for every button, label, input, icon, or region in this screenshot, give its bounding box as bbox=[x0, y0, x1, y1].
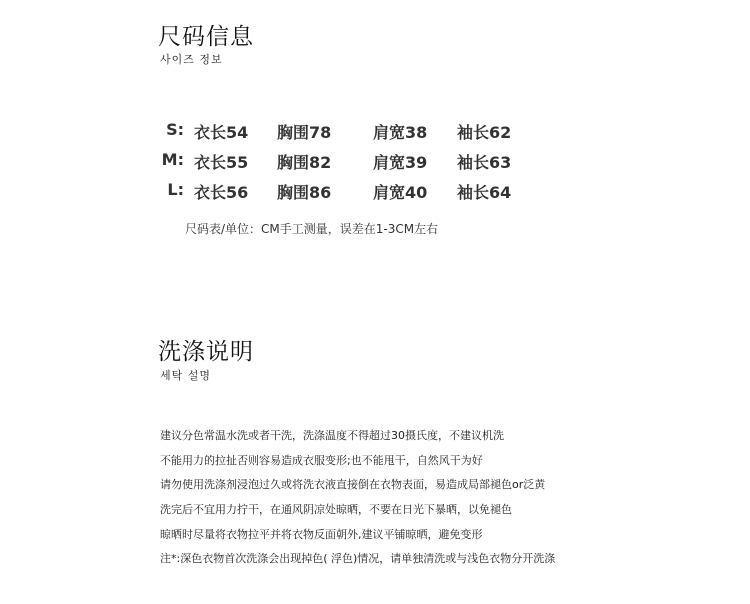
sleeve-value: 袖长62 bbox=[457, 123, 512, 142]
wash-instruction-line: 洗完后不宜用力拧干，在通风阴凉处晾晒，不要在日光下暴晒，以免褪色 bbox=[160, 503, 512, 517]
size-info-subtitle: 사이즈 정보 bbox=[160, 53, 223, 66]
size-row-m bbox=[0, 150, 750, 172]
wash-instructions-list bbox=[160, 429, 555, 577]
wash-instruction-line: 建议分色常温水洗或者干洗，洗涤温度不得超过30摄氏度，不建议机洗 bbox=[160, 429, 504, 442]
sleeve-value: 袖长63 bbox=[457, 153, 512, 172]
wash-instructions-subtitle: 세탁 설명 bbox=[160, 369, 212, 382]
size-info-title: 尺码信息 bbox=[158, 24, 254, 50]
size-label: S: bbox=[166, 120, 184, 139]
chest-value: 胸围82 bbox=[277, 153, 332, 172]
chest-value: 胸围86 bbox=[277, 183, 332, 202]
chest-value: 胸围78 bbox=[277, 123, 332, 142]
wash-instructions-title: 洗涤说明 bbox=[158, 339, 254, 365]
wash-instruction-line: 不能用力的拉扯否则容易造成衣服变形;也不能甩干，自然风干为好 bbox=[160, 453, 483, 467]
size-label: L: bbox=[167, 180, 184, 199]
size-row-s bbox=[0, 120, 750, 142]
size-row-l bbox=[0, 180, 750, 202]
size-note: 尺码表/单位：CM手工测量，误差在1-3CM左右 bbox=[185, 222, 439, 236]
length-value: 衣长56 bbox=[194, 183, 249, 202]
wash-instruction-line: 注*:深色衣物首次洗涤会出现掉色( 浮色)情况，请单独清洗或与浅色衣物分开洗涤 bbox=[160, 552, 556, 566]
sleeve-value: 袖长64 bbox=[457, 183, 512, 202]
size-label: M: bbox=[161, 150, 184, 169]
wash-instruction-line: 晾晒时尽量将衣物拉平并将衣物反面朝外,建议平铺晾晒，避免变形 bbox=[160, 527, 483, 541]
length-value: 衣长54 bbox=[194, 123, 249, 142]
wash-instruction-line: 请勿使用洗涤剂浸泡过久或将洗衣液直接倒在衣物表面，易造成局部褪色or泛黄 bbox=[160, 478, 546, 492]
shoulder-value: 肩宽38 bbox=[373, 123, 428, 142]
length-value: 衣长55 bbox=[194, 153, 249, 172]
shoulder-value: 肩宽39 bbox=[373, 153, 428, 172]
shoulder-value: 肩宽40 bbox=[373, 183, 428, 202]
